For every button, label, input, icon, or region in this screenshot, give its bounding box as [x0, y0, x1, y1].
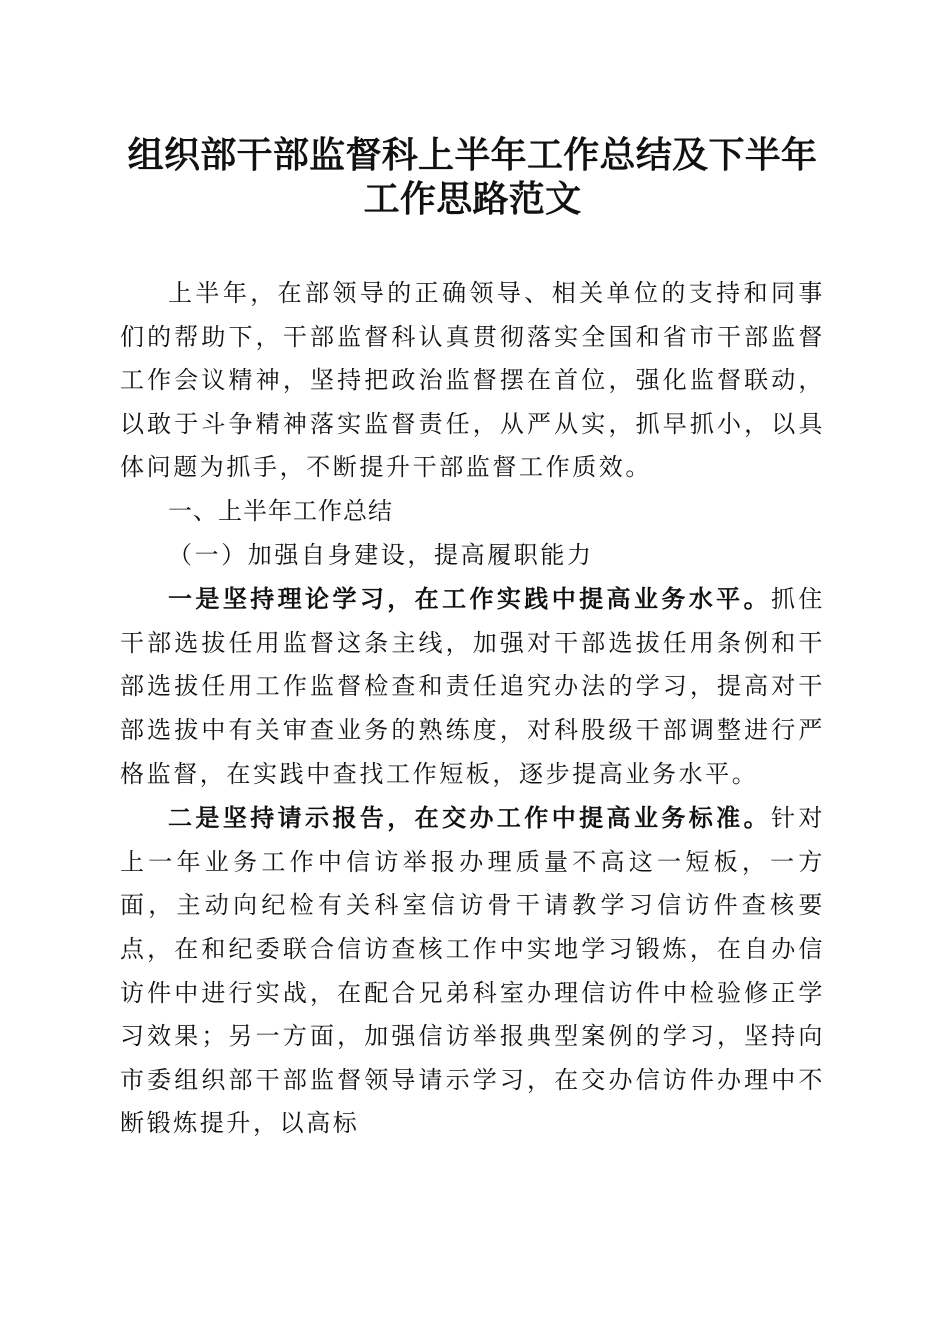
document-page: [120, 0, 825, 1146]
point-lead-theory-study: 一是坚持理论学习，在工作实践中提高业务水平。: [168, 584, 771, 614]
intro-paragraph: 上半年，在部领导的正确领导、相关单位的支持和同事们的帮助下，干部监督科认真贯彻落实全国和省市干部监督工作会议精神，坚持把政治监督摆在首位，强化监督联动，以敢于斗争精神落实监督责任，从严从实，抓早抓小，以具体问题为抓手，不断提升干部监督工作质效。: [120, 279, 825, 482]
document-body: [120, 272, 825, 1146]
point-paragraph-theory-study: [120, 577, 825, 796]
subsection-heading-self-building: （一）加强自身建设，提高履职能力: [168, 540, 594, 569]
point-lead-reporting: 二是坚持请示报告，在交办工作中提高业务标准。: [168, 803, 771, 833]
point-paragraph-reporting: [120, 796, 825, 1146]
document-title: 组织部干部监督科上半年工作总结及下半年工作思路范文: [127, 135, 818, 220]
point-body-reporting: 针对上一年业务工作中信访举报办理质量不高这一短板，一方面，主动向纪检有关科室信访骨干请教学习信访件查核要点，在和纪委联合信访查核工作中实地学习锻炼，在自办信访件中进行实战，在配合兄弟科室办理信访件中检验修正学习效果；另一方面，加强信访举报典型案例的学习，坚持向市委组织部干部监督领导请示学习，在交办信访件办理中不断锻炼提升，以高标: [120, 804, 825, 1138]
point-body-theory-study: 抓住干部选拔任用监督这条主线，加强对干部选拔任用条例和干部选拔任用工作监督检查和责任追究办法的学习，提高对干部选拔中有关审查业务的熟练度，对科股级干部调整进行严格监督，在实践中查找工作短板，逐步提高业务水平。: [120, 585, 825, 788]
section-heading-summary: 一、上半年工作总结: [168, 496, 393, 525]
